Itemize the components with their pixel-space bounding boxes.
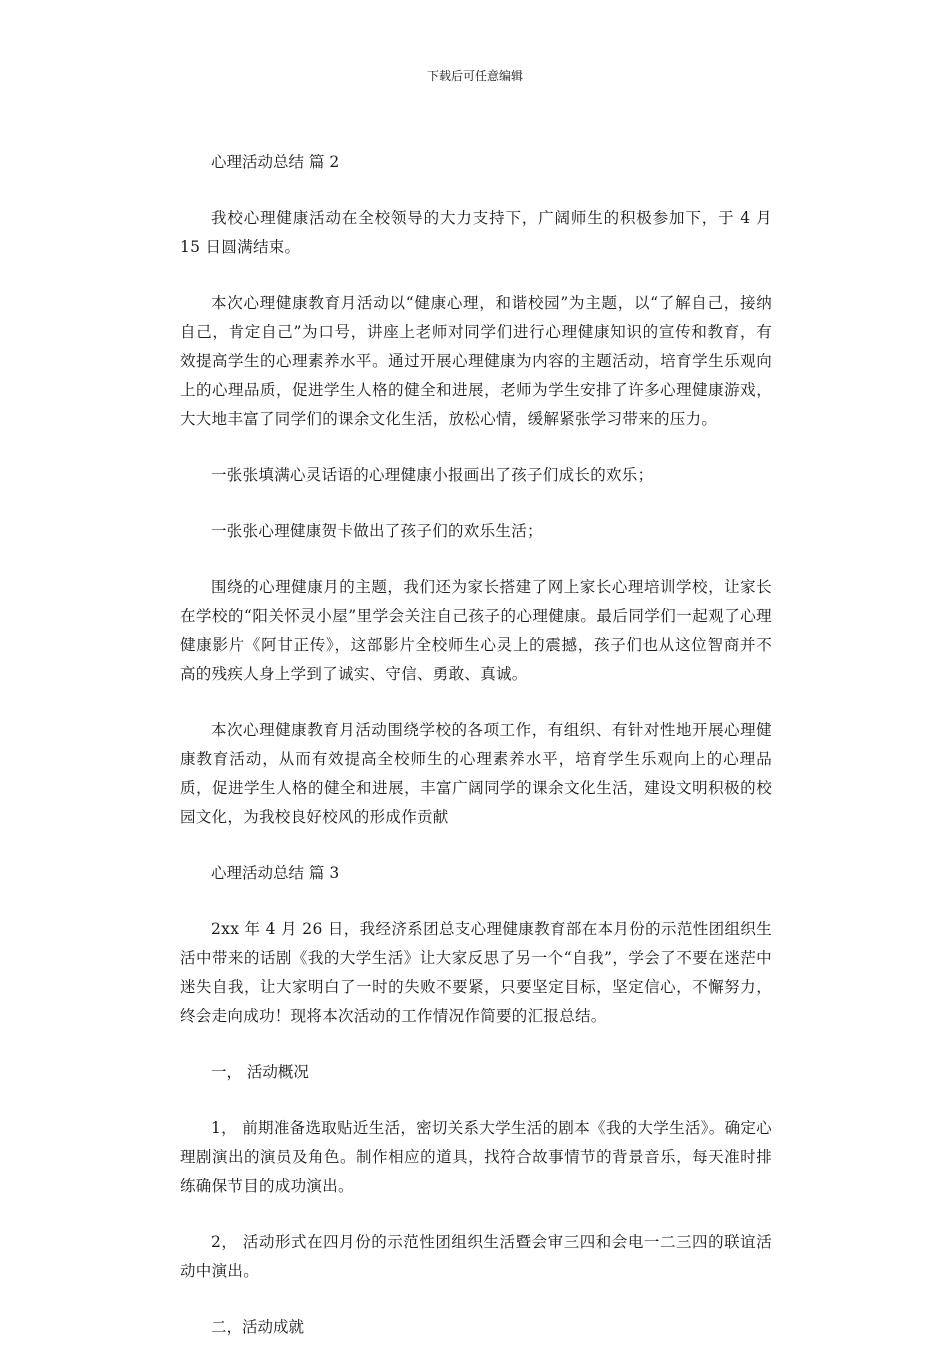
paragraph: 本次心理健康教育月活动围绕学校的各项工作，有组织、有针对性地开展心理健康教育活动，从而有效提高全校师生的心理素养水平，培育学生乐观向上的心理品质，促进学生人格的健全和进展，丰富广阔同学的课余文化生活，建设文明积极的校园文化，为我校良好校风的形成作贡献	[180, 721, 772, 826]
page-header: 下载后可任意编辑	[426, 69, 523, 83]
list-item: 2， 活动形式在四月份的示范性团组织生活暨会审三四和会电一二三四的联谊活动中演出。	[180, 1233, 772, 1280]
section-title-3: 心理活动总结 篇 3	[211, 864, 340, 882]
paragraph: 本次心理健康教育月活动以“健康心理，和谐校园”为主题，以“了解自己，接纳自己，肯定自己”为口号，讲座上老师对同学们进行心理健康知识的宣传和教育，有效提高学生的心理素养水平。通过开展心理健康为内容的主题活动，培育学生乐观向上的心理品质，促进学生人格的健全和进展，老师为学生安排了许多心理健康游戏，大大地丰富了同学们的课余文化生活，放松心情，缓解紧张学习带来的压力。	[180, 294, 772, 428]
paragraph: 围绕的心理健康月的主题，我们还为家长搭建了网上家长心理培训学校，让家长在学校的“阳关怀灵小屋”里学会关注自己孩子的心理健康。最后同学们一起观了心理健康影片《阿甘正传》，这部影片全校师生心灵上的震撼，孩子们也从这位智商并不高的残疾人身上学到了诚实、守信、勇敢、真诚。	[180, 578, 772, 683]
document-body	[180, 148, 772, 1369]
subheading-achievements: 二，活动成就	[211, 1318, 305, 1336]
section-title-2: 心理活动总结 篇 2	[211, 153, 340, 171]
paragraph: 我校心理健康活动在全校领导的大力支持下，广阔师生的积极参加下，于 4 月 15 日圆满结束。	[180, 209, 772, 256]
list-item: 1， 前期准备选取贴近生活，密切关系大学生活的剧本《我的大学生活》。确定心理剧演出的演员及角色。制作相应的道具，找符合故事情节的背景音乐，每天准时排练确保节目的成功演出。	[180, 1119, 772, 1195]
paragraph: 2xx 年 4 月 26 日，我经济系团总支心理健康教育部在本月份的示范性团组织生活中带来的话剧《我的大学生活》让大家反思了另一个“自我”，学会了不要在迷茫中迷失自我，让大家明白了一时的失败不要紧，只要坚定目标，坚定信心，不懈努力，终会走向成功！现将本次活动的工作情况作简要的汇报总结。	[180, 920, 772, 1025]
paragraph: 一张张心理健康贺卡做出了孩子们的欢乐生活；	[211, 522, 543, 540]
subheading-overview: 一， 活动概况	[211, 1063, 309, 1081]
paragraph: 一张张填满心灵话语的心理健康小报画出了孩子们成长的欢乐；	[211, 466, 654, 484]
